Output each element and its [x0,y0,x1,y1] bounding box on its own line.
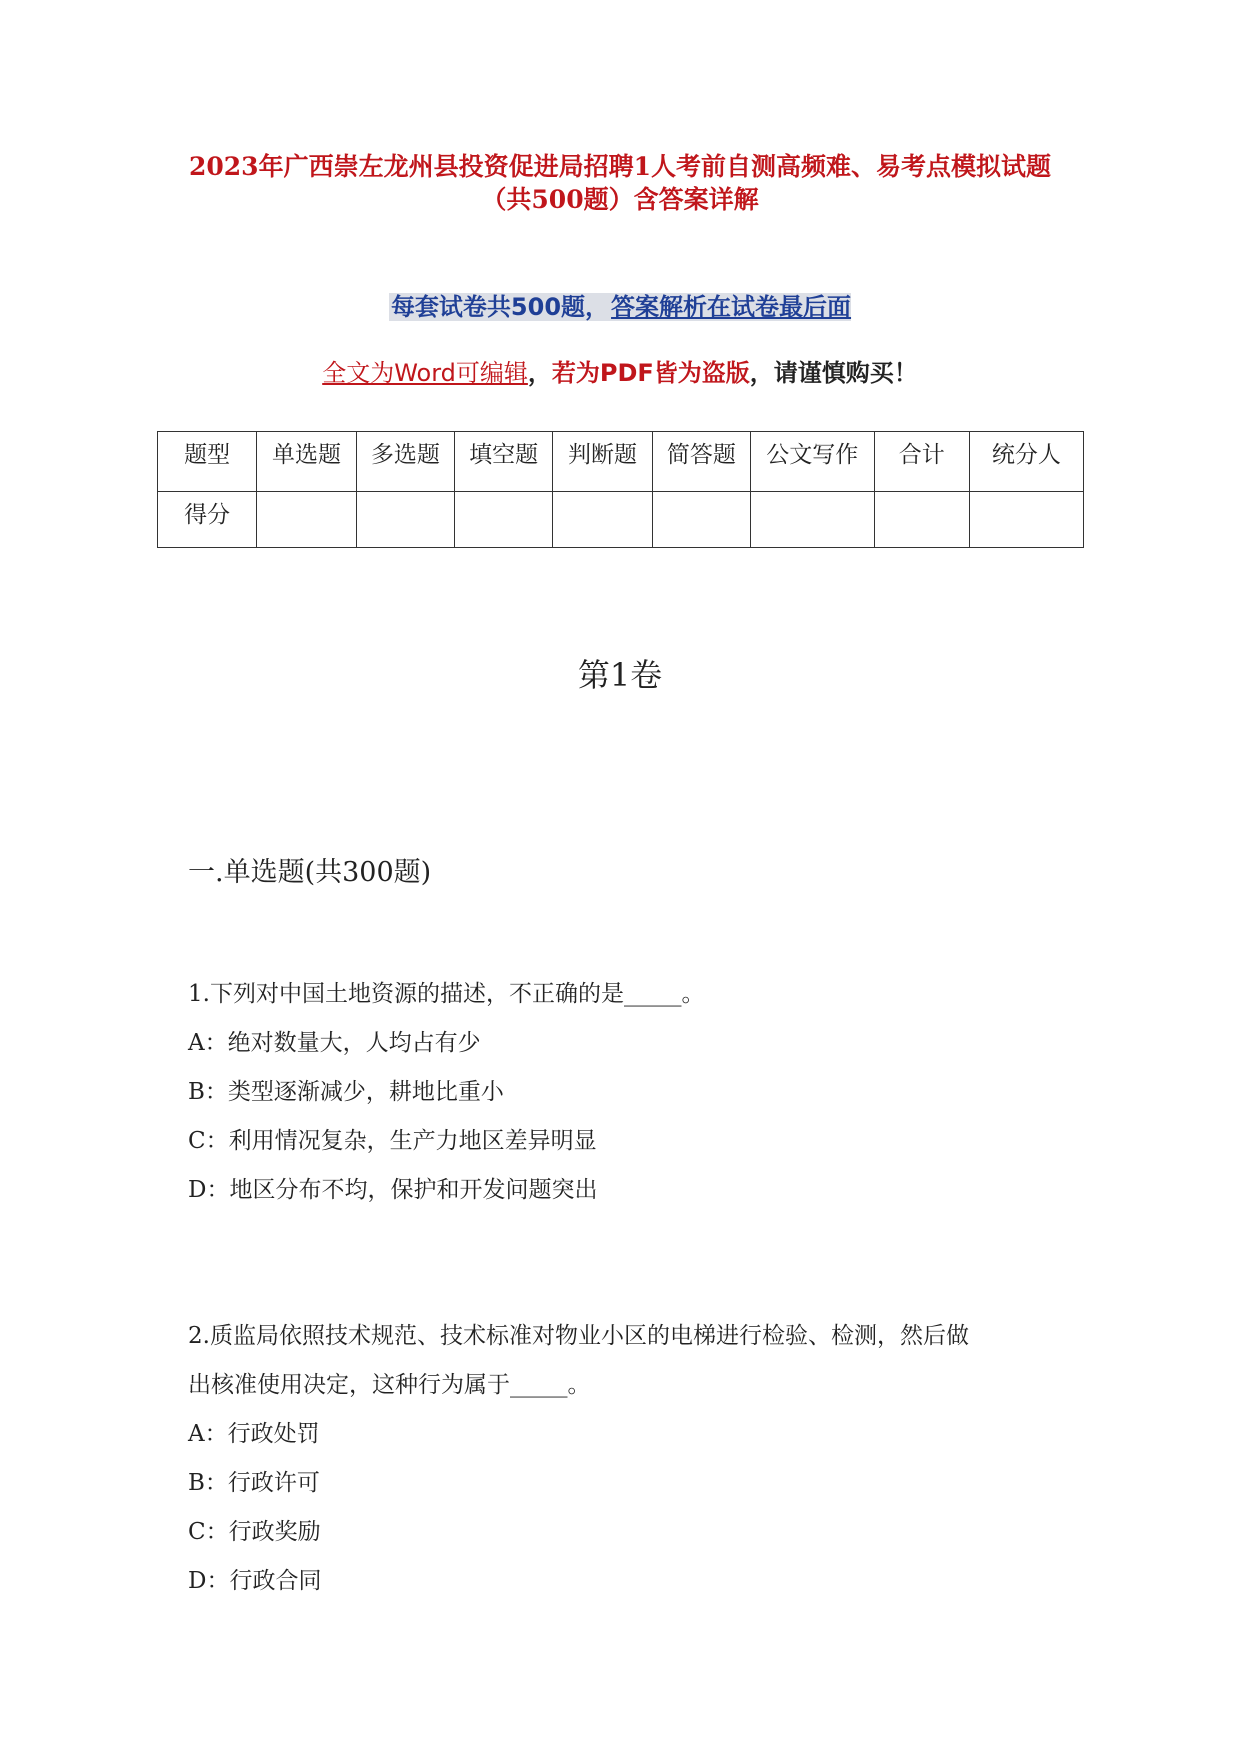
piracy-warning-text: 若为PDF皆为盗版 [551,359,750,387]
score-table [157,431,1084,548]
header-cell: 填空题 [455,432,553,492]
section-title: 一.单选题(共300题) [188,857,432,888]
score-cell[interactable] [455,492,553,548]
answer-location-link[interactable]: 答案解析在试卷最后面 [611,293,852,321]
score-cell[interactable] [969,492,1083,548]
score-row-label: 得分 [158,492,257,548]
notice-question-count: 每套试卷共500题， [390,293,610,321]
score-cell[interactable] [257,492,356,548]
question-stem: 2.质监局依照技术规范、技术标准对物业小区的电梯进行检验、检测，然后做 [188,1323,969,1349]
option-c: C：行政奖励 [188,1519,321,1545]
document-title-line-2: （共500题）含答案详解 [481,185,759,214]
option-b: B：行政许可 [188,1470,320,1496]
score-cell[interactable] [652,492,750,548]
header-cell: 题型 [158,432,257,492]
option-a: A：行政处罚 [188,1421,320,1447]
option-b: B：类型逐渐减少，耕地比重小 [188,1079,504,1105]
notice-answer-location [0,290,1240,324]
question-1 [188,970,1068,1215]
header-cell: 公文写作 [750,432,874,492]
option-c: C：利用情况复杂，生产力地区差异明显 [188,1128,597,1154]
question-2 [188,1312,1068,1606]
question-stem: 1.下列对中国土地资源的描述，不正确的是_____。 [188,981,705,1007]
header-cell: 单选题 [257,432,356,492]
score-cell[interactable] [553,492,652,548]
score-cell[interactable] [750,492,874,548]
volume-title: 第1卷 [577,656,663,694]
header-cell: 判断题 [553,432,652,492]
document-title-line-1: 2023年广西崇左龙州县投资促进局招聘1人考前自测高频难、易考点模拟试题 [189,152,1051,181]
header-cell: 简答题 [652,432,750,492]
score-table-header-row [158,432,1084,492]
score-cell[interactable] [874,492,969,548]
header-cell: 合计 [874,432,969,492]
question-stem: 出核准使用决定，这种行为属于_____。 [188,1372,591,1398]
header-cell: 多选题 [356,432,454,492]
score-table-score-row [158,492,1084,548]
notice-comma: ， [527,359,552,387]
header-cell: 统分人 [969,432,1083,492]
option-d: D：地区分布不均，保护和开发问题突出 [188,1177,598,1203]
option-d: D：行政合同 [188,1568,322,1594]
word-editable-link[interactable]: 全文为Word可编辑 [322,359,528,387]
score-cell[interactable] [356,492,454,548]
purchase-caution-text: ，请谨慎购买！ [749,359,918,387]
notice-piracy-warning [0,356,1240,390]
option-a: A：绝对数量大，人均占有少 [188,1030,481,1056]
